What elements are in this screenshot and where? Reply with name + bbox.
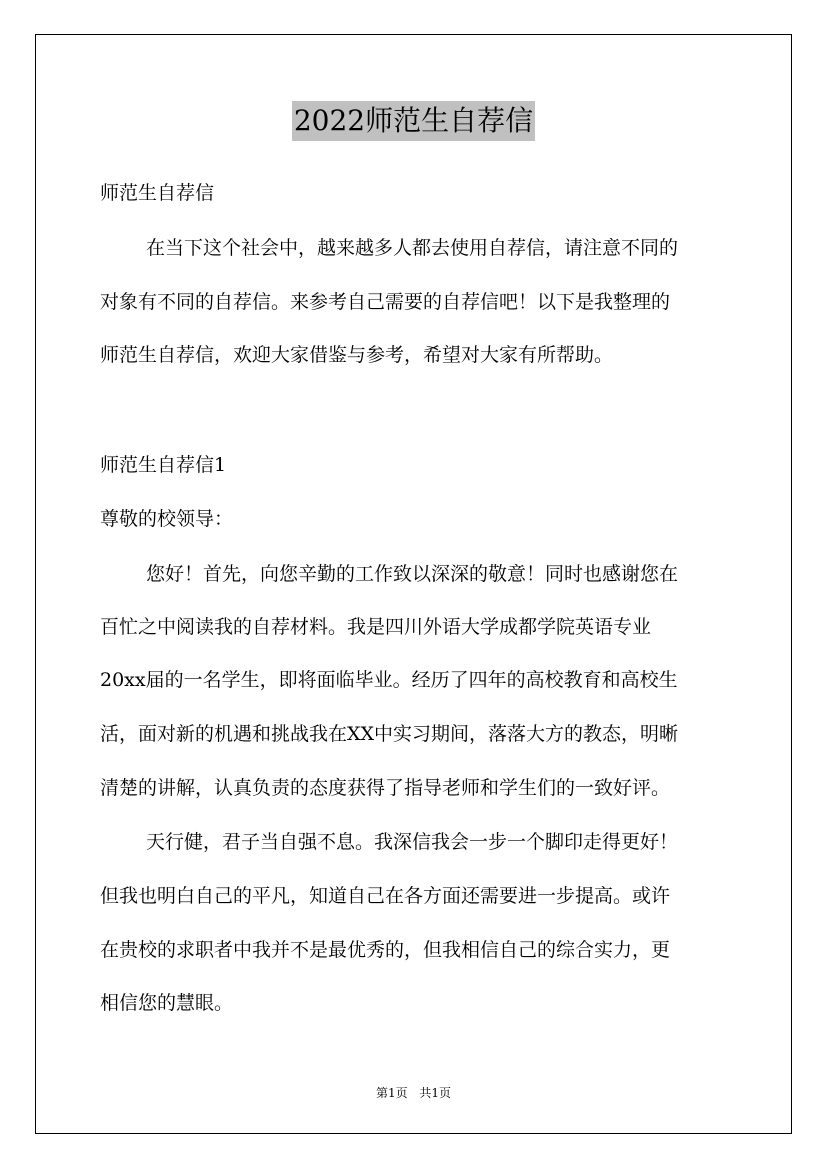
paragraph-line: 您好！首先，向您辛勤的工作致以深深的敬意！同时也感谢您在 bbox=[146, 563, 679, 585]
paragraph-line: 百忙之中阅读我的自荐材料。我是四川外语大学成都学院英语专业 bbox=[100, 616, 652, 638]
paragraph-line: 在贵校的求职者中我并不是最优秀的，但我相信自己的综合实力，更 bbox=[100, 939, 671, 961]
paragraph-line: 活，面对新的机遇和挑战我在XX中实习期间，落落大方的教态，明晰 bbox=[100, 723, 679, 745]
paragraph-line: 清楚的讲解，认真负责的态度获得了指导老师和学生们的一致好评。 bbox=[100, 777, 671, 799]
paragraph-line: 相信您的慧眼。 bbox=[100, 992, 234, 1014]
title-container bbox=[0, 101, 827, 141]
page-footer bbox=[0, 1084, 827, 1101]
section-heading: 师范生自荐信 bbox=[100, 182, 215, 204]
paragraph-line: 但我也明白自己的平凡，知道自己在各方面还需要进一步提高。或许 bbox=[100, 885, 671, 907]
salutation: 尊敬的校领导： bbox=[100, 508, 234, 530]
page-number: 第1页 bbox=[375, 1086, 408, 1100]
paragraph-line: 对象有不同的自荐信。来参考自己需要的自荐信吧！以下是我整理的 bbox=[100, 291, 671, 313]
paragraph-line: 天行健，君子当自强不息。我深信我会一步一个脚印走得更好！ bbox=[146, 831, 679, 853]
paragraph-line: 师范生自荐信，欢迎大家借鉴与参考，希望对大家有所帮助。 bbox=[100, 344, 614, 366]
paragraph-line: 20xx届的一名学生，即将面临毕业。经历了四年的高校教育和高校生 bbox=[100, 669, 678, 691]
paragraph-line: 在当下这个社会中，越来越多人都去使用自荐信，请注意不同的 bbox=[146, 237, 679, 259]
document-title: 2022师范生自荐信 bbox=[292, 101, 535, 141]
letter-heading: 师范生自荐信1 bbox=[100, 454, 227, 476]
page-total: 共1页 bbox=[419, 1086, 452, 1100]
